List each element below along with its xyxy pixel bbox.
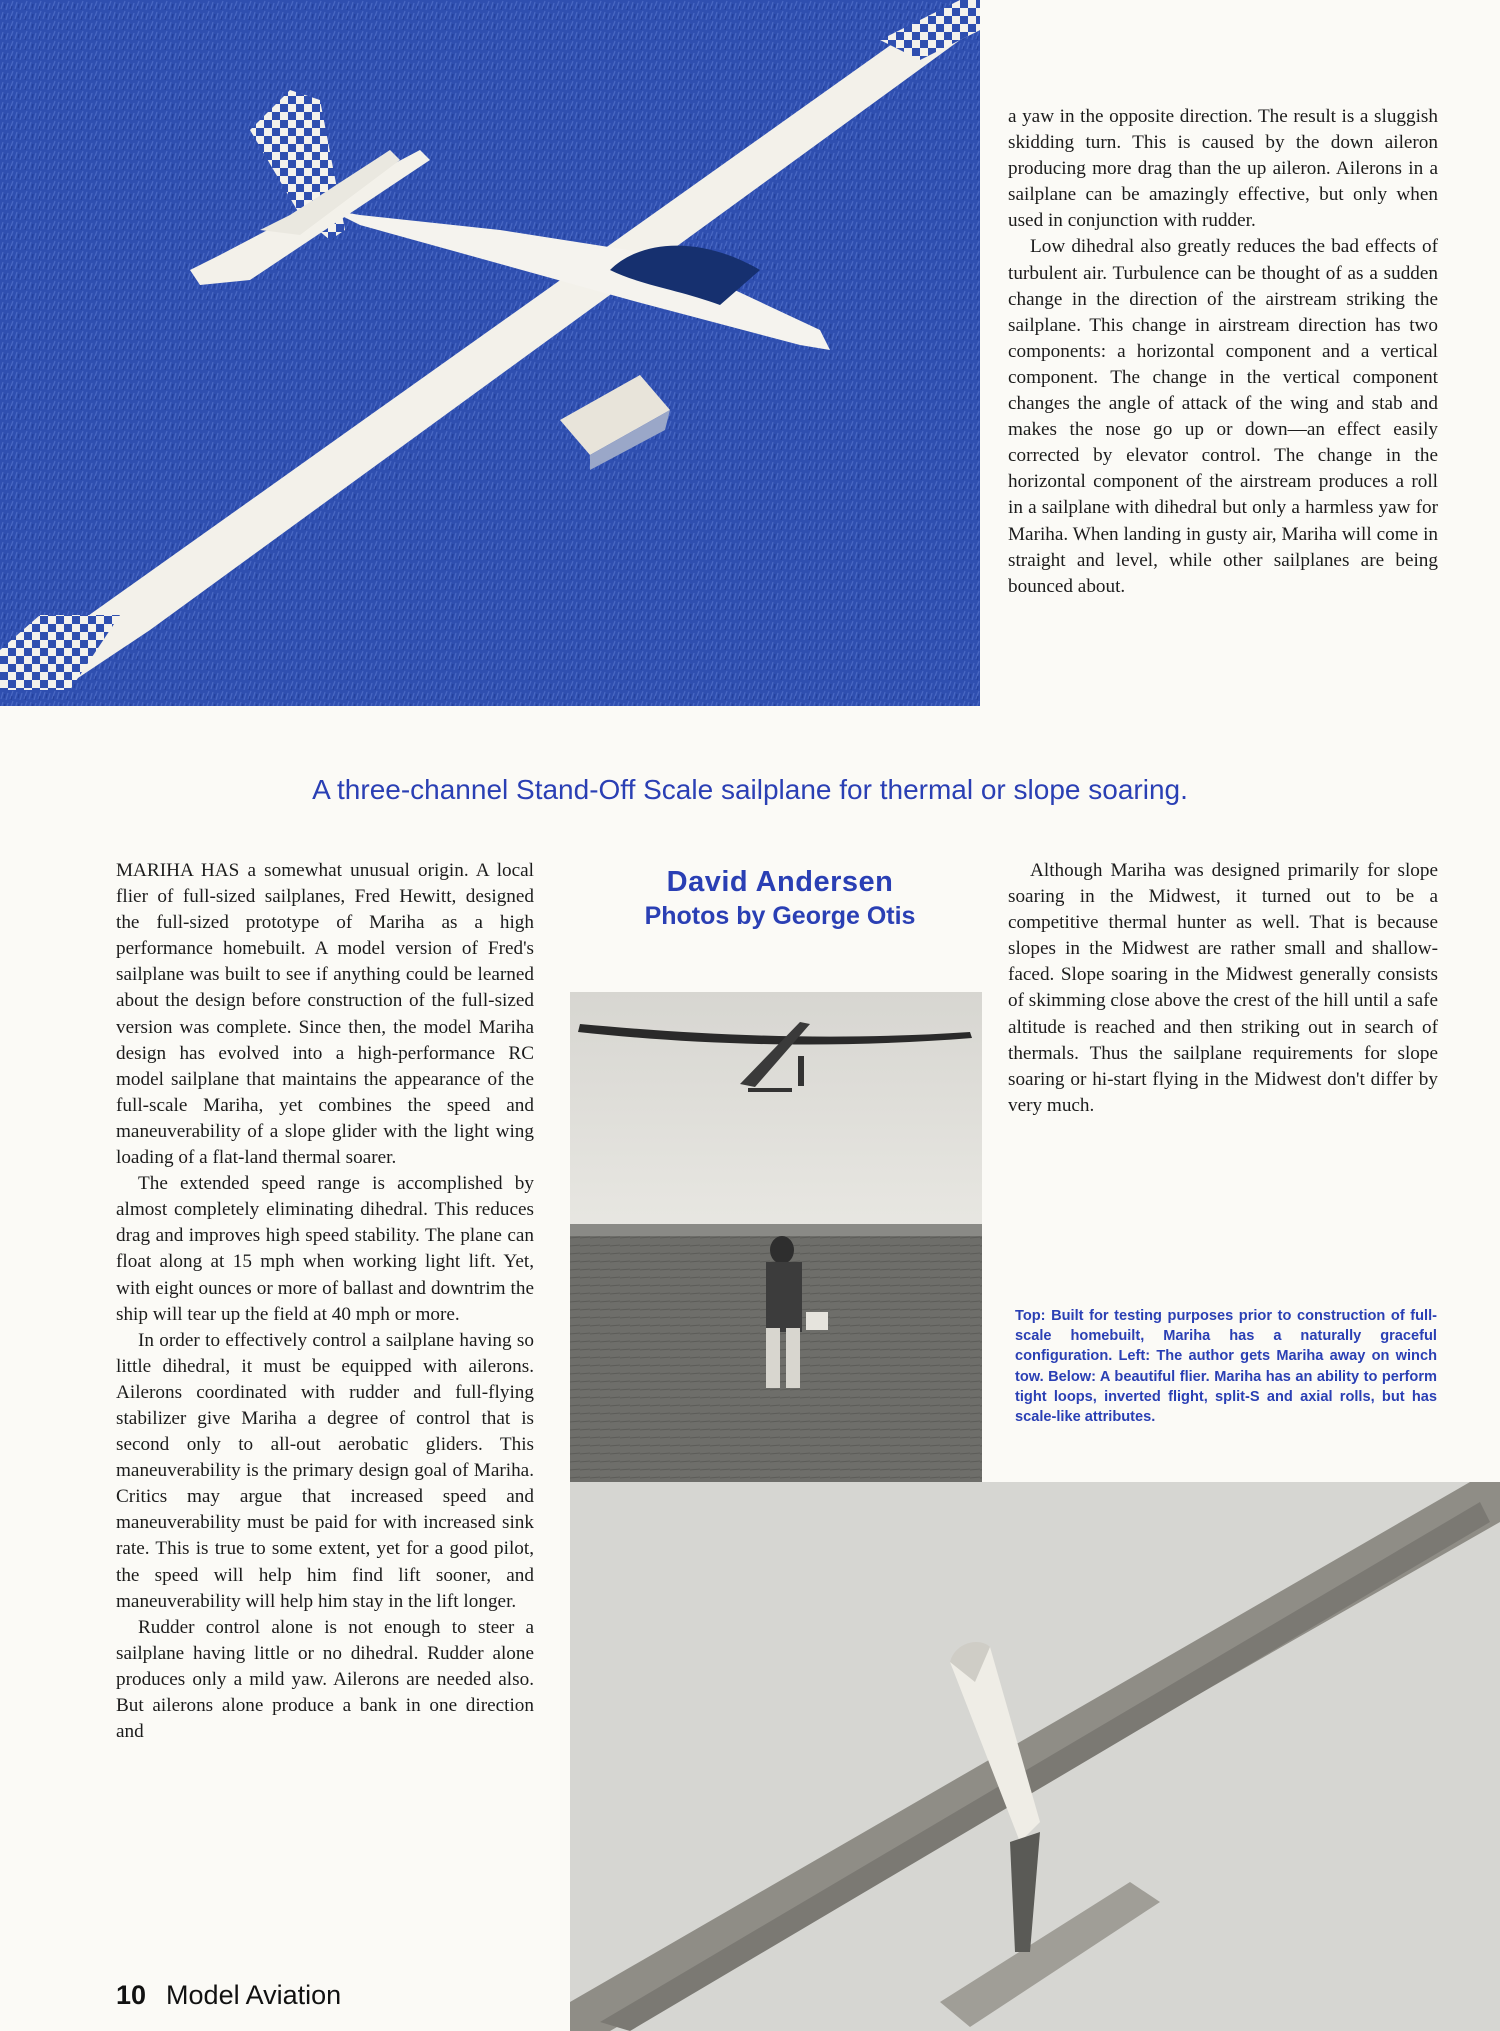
page-number: 10: [116, 1980, 147, 2010]
article-subhead: A three-channel Stand-Off Scale sailplane for thermal or slope soaring.: [312, 774, 1188, 805]
paragraph: a yaw in the opposite direction. The result is a sluggish skidding turn. This is caused by the down aileron producing more drag than the up aileron. Ailerons in a sailplane can be amazingly effective, but only when used in conjunction with rudder.: [1008, 106, 1438, 232]
middle-photo-winch-launch: [570, 992, 982, 1508]
author-name: David Andersen: [666, 866, 894, 898]
top-photo-sailplane-on-grass: [0, 0, 980, 706]
magazine-name: Model Aviation: [166, 1980, 342, 2010]
top-right-text-column: [1008, 104, 1438, 600]
paragraph: MARIHA HAS a somewhat unusual origin. A local flier of full-sized sailplanes, Fred Hewitt, designed the full-sized prototype of Mariha as a high performance homebuilt. A model version of Fred's sailplane was built to see if anything could be learned about the design before construction of the full-sized version was complete. Since then, the model Mariha design has evolved into a high-performance RC model sailplane that maintains the appearance of the full-scale Mariha, yet combines the speed and maneuverability of a slope glider with the light wing loading of a flat-land thermal soarer.: [116, 860, 534, 1169]
photo-credit: Photos by George Otis: [644, 902, 916, 930]
paragraph: Rudder control alone is not enough to steer a sailplane having little or no dihedral. Rudder alone produces only a mild yaw. Ailerons are needed also. But ailerons alone produce a bank in one direction and: [116, 1616, 534, 1743]
bottom-photo-glider-in-flight: [570, 1482, 1500, 2031]
right-text-column: [1008, 858, 1438, 1119]
paragraph: Low dihedral also greatly reduces the bad effects of turbulent air. Turbulence can be thought of as a sudden change in the direction of the airstream striking the sailplane. This change in airstream direction has two components: a horizontal component and a vertical component. The change in the vertical component changes the angle of attack of the wing and stab and makes the nose go up or down—an effect easily corrected by elevator control. The change in the horizontal component of the airstream produces a roll in a sailplane with dihedral but only a harmless yaw for Mariha. When landing in gusty air, Mariha will come in straight and level, while other sailplanes are being bounced about.: [1008, 236, 1438, 597]
page-footer: [116, 1980, 341, 2011]
photo-caption: Top: Built for testing purposes prior to construction of full-scale homebuilt, Mariha has a naturally graceful configuration. Left: The author gets Mariha away on winch tow. Below: A beautiful flier. Mariha has an ability to perform tight loops, inverted flight, split-S and axial rolls, but has scale-like attributes.: [1015, 1308, 1437, 1426]
left-text-column: [116, 858, 534, 1745]
paragraph: Although Mariha was designed primarily for slope soaring in the Midwest, it turned out to be a competitive thermal hunter as well. That is because slopes in the Midwest are rather small and shallow-faced. Slope soaring in the Midwest generally consists of skimming close above the crest of the hill until a safe altitude is reached and then striking out in search of thermals. Thus the sailplane requirements for slope soaring or hi-start flying in the Midwest don't differ by very much.: [1008, 860, 1439, 1116]
paragraph: In order to effectively control a sailplane having so little dihedral, it must be equipped with ailerons. Ailerons coordinated with rudder and full-flying stabilizer give Mariha a degree of control that is second only to all-out aerobatic gliders. This maneuverability is the primary design goal of Mariha. Critics may argue that increased speed and maneuverability must be paid for with increased sink rate. This is true to some extent, yet for a good pilot, the speed will help him find lift sooner, and maneuverability will help him stay in the lift longer.: [116, 1329, 534, 1612]
paragraph: The extended speed range is accomplished by almost completely eliminating dihedral. This reduces drag and improves high speed stability. The plane can float along at 15 mph when working light lift. Yet, with eight ounces or more of ballast and downtrim the ship will tear up the field at 40 mph or more.: [116, 1173, 534, 1325]
byline: [570, 864, 990, 932]
